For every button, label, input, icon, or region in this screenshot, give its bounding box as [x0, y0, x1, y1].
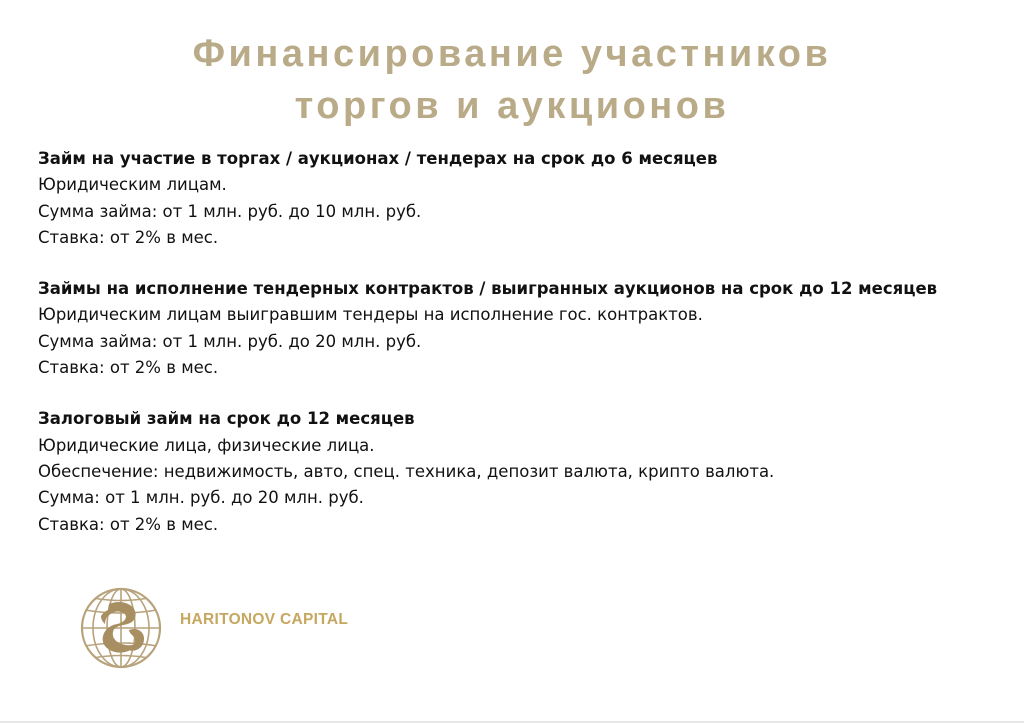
offer-line: Ставка: от 2% в мес.: [38, 227, 219, 247]
offer-line: Ставка: от 2% в мес.: [38, 358, 219, 378]
offer-line: Юридические лица, физические лица.: [38, 435, 375, 455]
brand-name: HARITONOV CAPITAL: [180, 611, 349, 628]
globe-emblem-icon: [79, 586, 163, 670]
loan-offers: [38, 146, 998, 563]
offer-line: Юридическим лицам выигравшим тендеры на исполнение гос. контрактов.: [38, 305, 703, 325]
page-title-line-2: торгов и аукционов: [294, 85, 730, 127]
offer-contract-execution: [38, 276, 998, 381]
offer-line: Обеспечение: недвижимость, авто, спец. техника, депозит валюта, крипто валюта.: [38, 461, 775, 481]
page-title-line-1: Финансирование участников: [192, 33, 832, 75]
offer-line: Ставка: от 2% в мес.: [38, 514, 219, 534]
offer-line: Сумма займа: от 1 млн. руб. до 20 млн. руб.: [38, 331, 422, 351]
offer-heading: Залоговый займ на срок до 12 месяцев: [38, 409, 415, 429]
offer-heading: Займ на участие в торгах / аукционах / тендерах на срок до 6 месяцев: [38, 149, 718, 168]
offer-auction-participation: [38, 146, 998, 251]
offer-heading: Займы на исполнение тендерных контрактов / выигранных аукционов на срок до 12 месяцев: [38, 279, 938, 299]
offer-line: Юридическим лицам.: [38, 175, 227, 195]
offer-line: Сумма: от 1 млн. руб. до 20 млн. руб.: [38, 488, 364, 508]
offer-secured-loan: [38, 406, 998, 537]
page-title: [0, 28, 1024, 132]
offer-line: Сумма займа: от 1 млн. руб. до 10 млн. руб.: [38, 201, 422, 221]
